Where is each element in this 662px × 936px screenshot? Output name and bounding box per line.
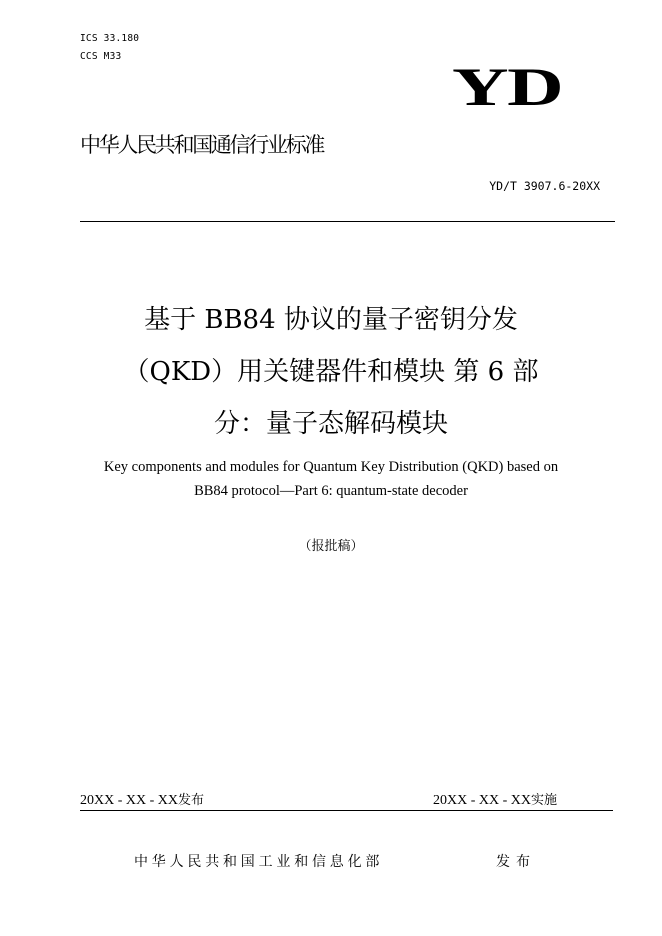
ccs-code: CCS M33 (80, 51, 122, 62)
release-date: 20XX - XX - XX (80, 793, 178, 808)
title-en-line-1: Key components and modules for Quantum Key Distribution (QKD) based on (103, 459, 559, 475)
title-cn-line-2: （QKD）用关键器件和模块 第 6 部 (123, 357, 539, 387)
implement-date: 20XX - XX - XX (433, 793, 531, 808)
release-date-block (80, 792, 204, 810)
standard-number: YD/T 3907.6-20XX (489, 179, 600, 193)
implement-date-block (433, 792, 557, 810)
release-label: 发布 (178, 793, 205, 808)
publish-verb: 发布 (496, 854, 536, 870)
standard-category: 中华人民共和国通信行业标准 (80, 133, 324, 157)
title-cn-line-3: 分：量子态解码模块 (213, 409, 448, 439)
header-divider (80, 221, 615, 222)
yd-logo: YD (452, 57, 563, 117)
implement-label: 实施 (531, 793, 558, 808)
title-en-line-2: BB84 protocol—Part 6: quantum-state decoder (194, 483, 468, 499)
publisher-name: 中华人民共和国工业和信息化部 (134, 854, 384, 870)
footer-divider (80, 810, 613, 811)
ics-code: ICS 33.180 (80, 33, 140, 44)
draft-status: （报批稿） (298, 539, 364, 554)
title-cn-line-1: 基于 BB84 协议的量子密钥分发 (144, 305, 518, 335)
